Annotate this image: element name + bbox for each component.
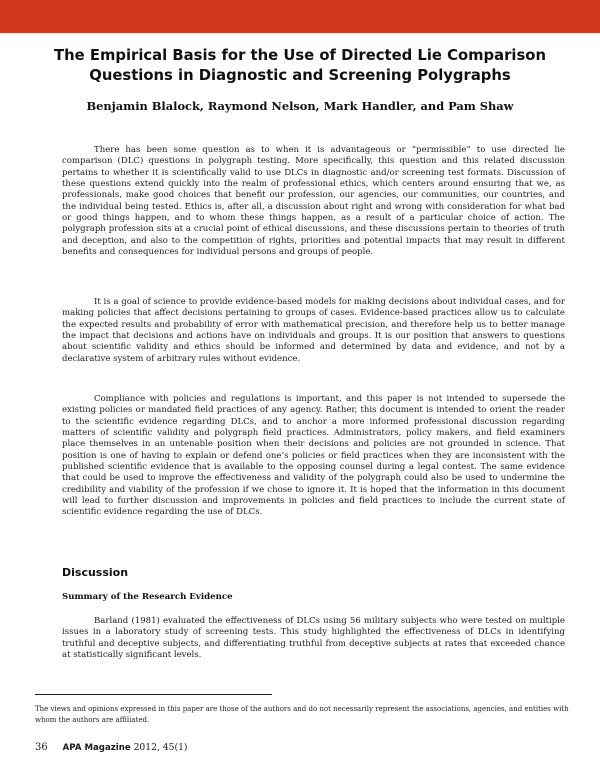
issue-info: 2012, 45(1) — [133, 742, 188, 753]
body-paragraph-2: It is a goal of science to provide evidence-based models for making decisions about individual cases, and for making policies that affect decisions pertaining to groups of cases. Evidence-based practices allow us to calculate the expected results and probability of error with mathematical precision, and therefore help us to better manage the impact that decisions and actions have on individuals and groups. It is our position that answers to questions about scientific validity and ethics should be informed and determined by data and evidence, and not by a declarative system of arbitrary rules without evidence. — [62, 297, 565, 364]
page-number: 36 — [35, 742, 48, 753]
footnote-divider — [35, 694, 272, 695]
body-paragraph-3: Compliance with policies and regulations is important, and this paper is not intended to supersede the existing policies or mandated field practices of any agency. Rather, this document is intended to orient the reader to the scientific evidence regarding DLCs, and to anchor a more informed professional discussion regarding matters of scientific validity and polygraph field practices. Administrators, policy makers, and field examiners place themselves in an untenable position when their decisions and policies are not grounded in science. That position is one of having to explain or defend one’s policies or field practices when they are inconsistent with the published scientific evidence that is available to the opposing counsel during a legal contest. The same evidence that could be used to improve the effectiveness and validity of the polygraph could also be used to undermine the credibility and viability of the profession if we chose to ignore it. It is hoped that the information in this document will lead to further discussion and improvements in policies and field practices to include the current state of scientific evidence regarding the use of DLCs. — [62, 394, 565, 518]
header-bar — [0, 0, 600, 33]
footnote: The views and opinions expressed in this paper are those of the authors and do not necessarily represent the associations, agencies, and entities with whom the authors are affiliated. — [35, 705, 569, 724]
body-paragraph-4: Barland (1981) evaluated the effectiveness of DLCs using 56 military subjects who were tested on multiple issues in a laboratory study of screening tests. This study highlighted the effectiveness of DLCs in identifying truthful and deceptive subjects, and differentiating truthful from deceptive subjects at rates that exceeded chance at statistically significant levels. — [62, 616, 565, 661]
article-authors: Benjamin Blalock, Raymond Nelson, Mark Handler, and Pam Shaw — [86, 99, 514, 113]
page-footer — [35, 742, 188, 753]
subsection-heading-summary: Summary of the Research Evidence — [62, 592, 233, 602]
magazine-name: APA Magazine — [62, 743, 131, 753]
body-paragraph-1: There has been some question as to when it is advantageous or “permissible” to use directed lie comparison (DLC) questions in polygraph testing. More specifically, this question and this related discussion pertains to whether it is scientifically valid to use DLCs in diagnostic and/or screening test formats. Discussion of these questions extend quickly into the realm of professional ethics, which centers around ensuring that we, as professionals, make good choices that benefit our profession, our agencies, our communities, our countries, and the individual being tested. Ethics is, after all, a discussion about right and wrong with consideration for what bad or good things happen, and to whom these things happen, as a result of a particular choice of action. The polygraph profession sits at a crucial point of ethical discussions, and these discussions pertain to theories of truth and deception, and also to the competition of rights, priorities and potential impacts that may result in different benefits and consequences for individual persons and groups of people. — [62, 145, 565, 258]
section-heading-discussion: Discussion — [62, 566, 129, 579]
article-title: The Empirical Basis for the Use of Directed Lie Comparison Questions in Diagnostic and Screening Polygraphs — [54, 47, 546, 84]
